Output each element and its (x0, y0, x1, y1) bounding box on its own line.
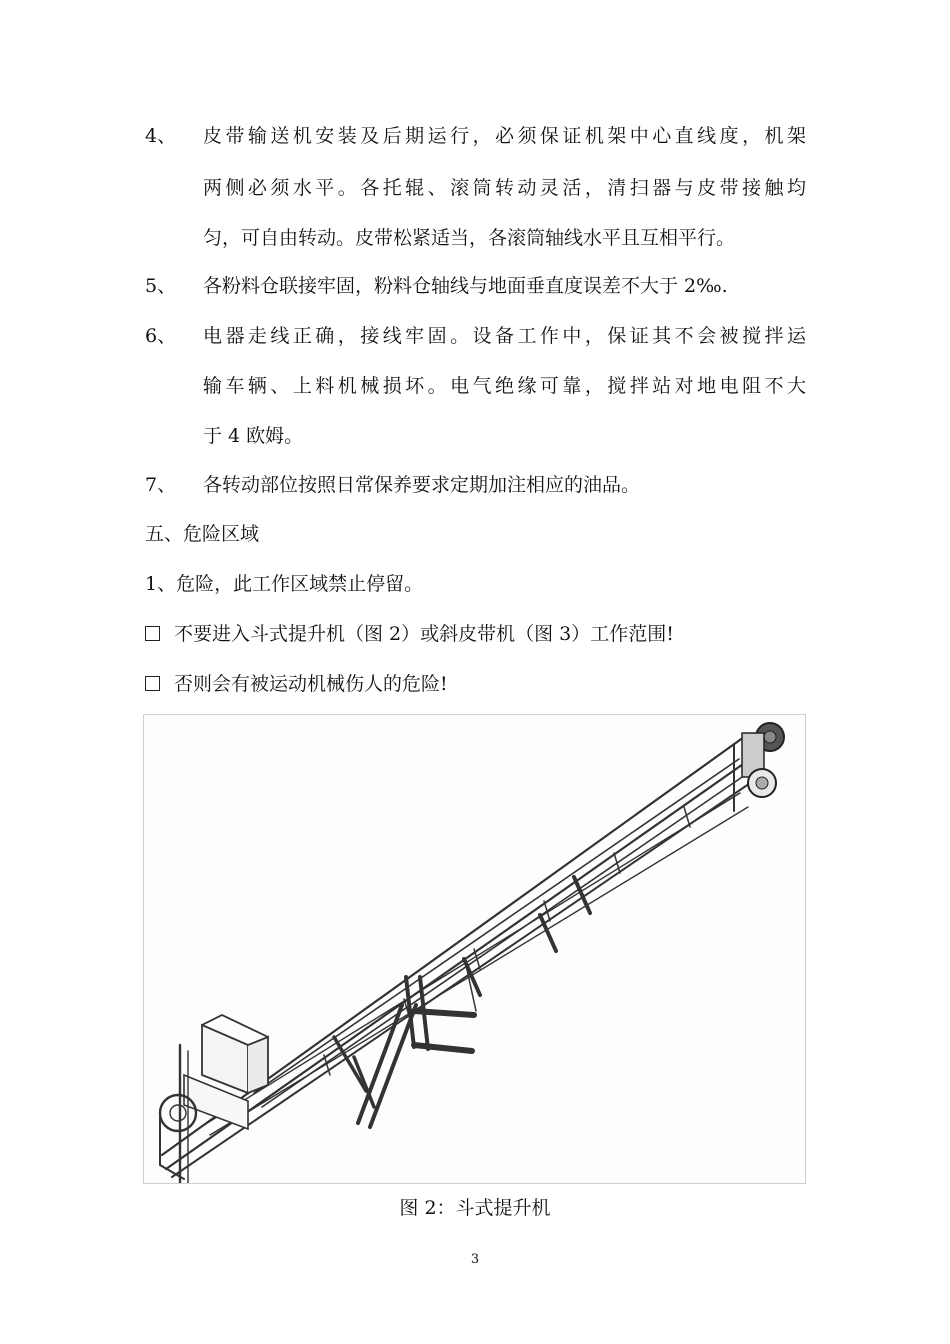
item-number: 4、 (145, 125, 177, 147)
item-text-line: 匀，可自由转动。皮带松紧适当，各滚筒轴线水平且互相平行。 (203, 227, 736, 249)
item-number: 5、 (145, 275, 177, 297)
bullet-text: 否则会有被运动机械伤人的危险! (174, 673, 448, 695)
figure-bucket-elevator (143, 714, 806, 1184)
bullet-text: 不要进入斗式提升机（图 2）或斜皮带机（图 3）工作范围! (174, 623, 674, 645)
figure-caption: 图 2：斗式提升机 (399, 1197, 551, 1219)
section-heading: 五、危险区域 (145, 523, 260, 545)
item-text-line: 于 4 欧姆。 (203, 425, 304, 447)
bullet-item (145, 622, 674, 646)
item-text-line: 各转动部位按照日常保养要求定期加注相应的油品。 (203, 474, 641, 496)
item-text-line: 各粉料仓联接牢固，粉料仓轴线与地面垂直度误差不大于 2‰. (203, 275, 728, 297)
item-text-line: 两侧必须水平。各托辊、滚筒转动灵活，清扫器与皮带接触均 (203, 177, 806, 199)
bucket-elevator-illustration (144, 715, 805, 1183)
item-number: 6、 (145, 325, 177, 347)
item-text-line: 皮带输送机安装及后期运行，必须保证机架中心直线度，机架 (203, 125, 806, 147)
page-number: 3 (470, 1252, 480, 1267)
danger-statement: 1、危险，此工作区域禁止停留。 (145, 573, 424, 595)
item-number: 7、 (145, 474, 177, 496)
checkbox-bullet-icon (145, 626, 160, 641)
bullet-item (145, 672, 448, 696)
item-text-line: 输车辆、上料机械损坏。电气绝缘可靠，搅拌站对地电阻不大 (203, 375, 806, 397)
checkbox-bullet-icon (145, 676, 160, 691)
item-text-line: 电器走线正确，接线牢固。设备工作中，保证其不会被搅拌运 (203, 325, 806, 347)
